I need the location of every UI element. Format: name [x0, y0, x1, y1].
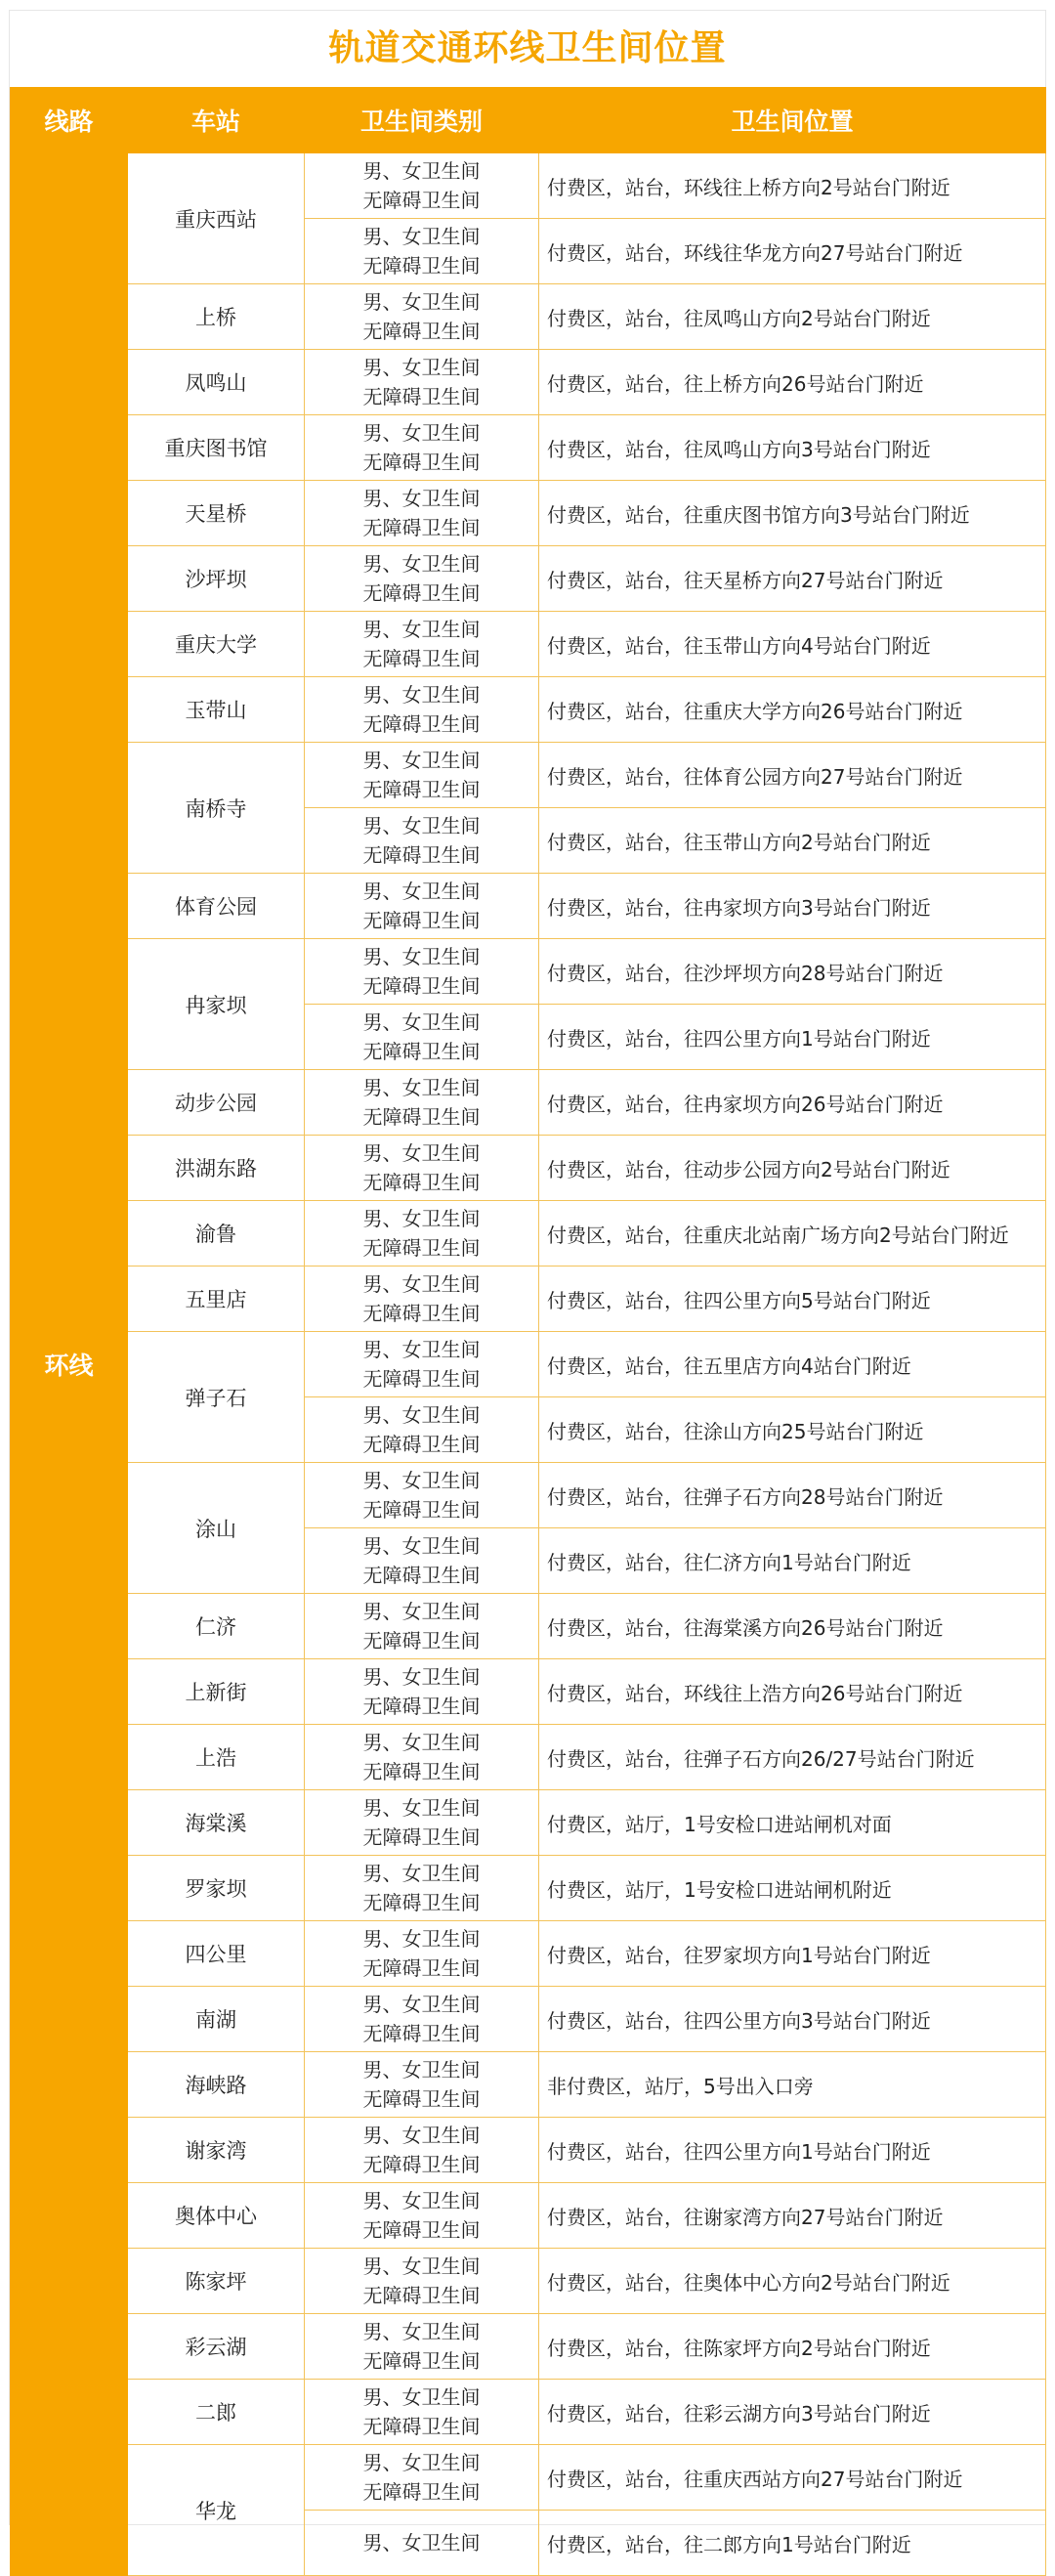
restroom-location: 付费区，站台，往重庆北站南广场方向2号站台门附近	[539, 1201, 1046, 1267]
restroom-type	[305, 350, 539, 415]
restroom-type-label: 男、女卫生间	[362, 225, 481, 248]
restroom-type-label: 无障碍卫生间	[362, 1891, 481, 1914]
station-name: 海棠溪	[128, 1790, 305, 1856]
restroom-type-label: 男、女卫生间	[362, 1731, 481, 1754]
restroom-type-label: 无障碍卫生间	[362, 1956, 481, 1980]
table-row	[11, 2314, 1046, 2380]
station-name: 仁济	[128, 1594, 305, 1659]
station-name: 动步公园	[128, 1070, 305, 1136]
restroom-type	[305, 874, 539, 939]
restroom-location: 付费区，站台，往五里店方向4站台门附近	[539, 1332, 1046, 1397]
restroom-type	[305, 1659, 539, 1725]
page-title: 轨道交通环线卫生间位置	[328, 28, 727, 68]
restroom-location: 付费区，站台，往谢家湾方向27号站台门附近	[539, 2183, 1046, 2249]
restroom-type-label: 男、女卫生间	[362, 880, 481, 903]
table-row	[11, 612, 1046, 677]
table-row	[11, 2118, 1046, 2183]
station-name: 弹子石	[128, 1332, 305, 1463]
station-name: 重庆西站	[128, 153, 305, 284]
restroom-type-label: 男、女卫生间	[362, 1600, 481, 1623]
restroom-type-label: 男、女卫生间	[362, 2385, 481, 2409]
restroom-type-label: 男、女卫生间	[362, 2531, 481, 2555]
restroom-location: 付费区，站台，往重庆图书馆方向3号站台门附近	[539, 481, 1046, 546]
restroom-type	[305, 284, 539, 350]
restroom-type-label: 男、女卫生间	[362, 159, 481, 183]
restroom-location: 付费区，站厅，1号安检口进站闸机附近	[539, 1856, 1046, 1921]
restroom-location: 付费区，站台，环线往上桥方向2号站台门附近	[539, 153, 1046, 219]
restroom-type-label: 无障碍卫生间	[362, 2218, 481, 2242]
table-row	[11, 2249, 1046, 2314]
table-row	[11, 1136, 1046, 1201]
restroom-type	[305, 2183, 539, 2249]
restroom-type-label: 男、女卫生间	[362, 1076, 481, 1099]
station-name: 华龙	[128, 2445, 305, 2576]
restroom-type-label: 无障碍卫生间	[362, 2022, 481, 2045]
restroom-type-label: 无障碍卫生间	[362, 254, 481, 278]
restroom-location: 付费区，站台，往凤鸣山方向2号站台门附近	[539, 284, 1046, 350]
page	[9, 10, 1046, 2556]
restroom-type-label: 无障碍卫生间	[362, 1498, 481, 1522]
restroom-type	[305, 219, 539, 284]
restroom-type	[305, 1397, 539, 1463]
restroom-type-label: 男、女卫生间	[362, 814, 481, 837]
restroom-type-label: 无障碍卫生间	[362, 516, 481, 539]
restroom-type-label: 无障碍卫生间	[362, 1433, 481, 1456]
restroom-type	[305, 1201, 539, 1267]
restroom-type-label: 无障碍卫生间	[362, 581, 481, 605]
restroom-type-label: 男、女卫生间	[362, 1010, 481, 1034]
restroom-type-label: 男、女卫生间	[362, 1796, 481, 1820]
restroom-location: 付费区，站台，往冉家坝方向26号站台门附近	[539, 1070, 1046, 1136]
restroom-type-label: 无障碍卫生间	[362, 2480, 481, 2504]
restroom-type	[305, 1267, 539, 1332]
restroom-type-label: 无障碍卫生间	[362, 974, 481, 998]
restroom-type-label: 男、女卫生间	[362, 2124, 481, 2147]
restroom-type-label: 男、女卫生间	[362, 2058, 481, 2082]
table-row	[11, 1856, 1046, 1921]
restroom-type-label: 无障碍卫生间	[362, 1695, 481, 1718]
restroom-type-label: 无障碍卫生间	[362, 2087, 481, 2111]
restroom-type-label: 无障碍卫生间	[362, 189, 481, 212]
restroom-type-label: 无障碍卫生间	[362, 1367, 481, 1391]
table-row	[11, 1659, 1046, 1725]
restroom-type-label: 男、女卫生间	[362, 749, 481, 772]
station-name: 上浩	[128, 1725, 305, 1790]
station-name: 四公里	[128, 1921, 305, 1987]
station-name: 南桥寺	[128, 743, 305, 874]
header-location: 卫生间位置	[539, 88, 1046, 153]
restroom-type	[305, 2445, 539, 2511]
station-name: 渝鲁	[128, 1201, 305, 1267]
restroom-type-label: 男、女卫生间	[362, 421, 481, 445]
restroom-location: 付费区，站台，往天星桥方向27号站台门附近	[539, 546, 1046, 612]
table-row	[11, 2183, 1046, 2249]
restroom-type-label: 无障碍卫生间	[362, 1825, 481, 1849]
restroom-type	[305, 2052, 539, 2118]
table-row	[11, 1987, 1046, 2052]
restroom-type-label: 无障碍卫生间	[362, 1760, 481, 1783]
restroom-type	[305, 1528, 539, 1594]
restroom-location: 付费区，站台，往仁济方向1号站台门附近	[539, 1528, 1046, 1594]
table-row	[11, 1594, 1046, 1659]
restroom-type	[305, 1856, 539, 1921]
station-name: 体育公园	[128, 874, 305, 939]
restroom-type	[305, 546, 539, 612]
table-row	[11, 2052, 1046, 2118]
station-name: 冉家坝	[128, 939, 305, 1070]
restroom-type-label: 无障碍卫生间	[362, 320, 481, 343]
table-body	[11, 153, 1046, 2576]
restroom-location: 付费区，站台，往重庆大学方向26号站台门附近	[539, 677, 1046, 743]
station-name: 重庆图书馆	[128, 415, 305, 481]
station-name: 奥体中心	[128, 2183, 305, 2249]
restroom-type	[305, 2249, 539, 2314]
header-line: 线路	[11, 88, 128, 153]
restroom-type-label: 无障碍卫生间	[362, 843, 481, 867]
restroom-type-label: 无障碍卫生间	[362, 451, 481, 474]
restroom-location: 付费区，站台，往四公里方向1号站台门附近	[539, 1005, 1046, 1070]
restroom-type-label: 无障碍卫生间	[362, 1040, 481, 1063]
station-name: 重庆大学	[128, 612, 305, 677]
table-row	[11, 1070, 1046, 1136]
restroom-type	[305, 939, 539, 1005]
restroom-type	[305, 743, 539, 808]
restroom-type-label: 男、女卫生间	[362, 2320, 481, 2343]
restroom-type	[305, 1594, 539, 1659]
restroom-location: 付费区，站台，往弹子石方向28号站台门附近	[539, 1463, 1046, 1528]
table-row	[11, 743, 1046, 808]
restroom-type	[305, 2314, 539, 2380]
restroom-type-label: 无障碍卫生间	[362, 1564, 481, 1587]
station-name: 沙坪坝	[128, 546, 305, 612]
restroom-type-label: 男、女卫生间	[362, 1403, 481, 1427]
restroom-location: 付费区，站台，往四公里方向3号站台门附近	[539, 1987, 1046, 2052]
restroom-type-label: 男、女卫生间	[362, 1927, 481, 1951]
restroom-type	[305, 1725, 539, 1790]
table-row	[11, 874, 1046, 939]
restroom-type-label: 男、女卫生间	[362, 1993, 481, 2016]
restroom-location: 付费区，站台，往奥体中心方向2号站台门附近	[539, 2249, 1046, 2314]
restroom-type-label: 无障碍卫生间	[362, 909, 481, 932]
table-row	[11, 153, 1046, 219]
restroom-type-label: 无障碍卫生间	[362, 2153, 481, 2176]
restroom-type	[305, 612, 539, 677]
restroom-table	[10, 87, 1046, 2576]
restroom-type-label: 无障碍卫生间	[362, 2284, 481, 2307]
restroom-type	[305, 1987, 539, 2052]
restroom-location: 付费区，站台，往动步公园方向2号站台门附近	[539, 1136, 1046, 1201]
restroom-type	[305, 2118, 539, 2183]
restroom-type-label: 男、女卫生间	[362, 1665, 481, 1689]
restroom-location: 付费区，站台，往四公里方向1号站台门附近	[539, 2118, 1046, 2183]
station-name: 上桥	[128, 284, 305, 350]
restroom-type-label: 男、女卫生间	[362, 945, 481, 968]
restroom-type	[305, 1332, 539, 1397]
restroom-type	[305, 2511, 539, 2576]
table-row	[11, 2445, 1046, 2511]
station-name: 涂山	[128, 1463, 305, 1594]
restroom-type	[305, 1463, 539, 1528]
restroom-type-label: 无障碍卫生间	[362, 778, 481, 801]
restroom-type	[305, 808, 539, 874]
restroom-type-label: 无障碍卫生间	[362, 1171, 481, 1194]
station-name: 罗家坝	[128, 1856, 305, 1921]
restroom-type-label: 男、女卫生间	[362, 487, 481, 510]
restroom-location: 付费区，站台，往体育公园方向27号站台门附近	[539, 743, 1046, 808]
restroom-type	[305, 153, 539, 219]
restroom-location: 非付费区，站厅，5号出入口旁	[539, 2052, 1046, 2118]
restroom-type-label: 无障碍卫生间	[362, 2349, 481, 2373]
table-row	[11, 546, 1046, 612]
station-name: 五里店	[128, 1267, 305, 1332]
table-row	[11, 350, 1046, 415]
restroom-type-label: 男、女卫生间	[362, 1338, 481, 1361]
restroom-location: 付费区，站台，往海棠溪方向26号站台门附近	[539, 1594, 1046, 1659]
restroom-type	[305, 1005, 539, 1070]
restroom-type-label: 男、女卫生间	[362, 1534, 481, 1558]
table-row	[11, 2380, 1046, 2445]
restroom-type-label: 男、女卫生间	[362, 1469, 481, 1492]
restroom-location: 付费区，站台，往沙坪坝方向28号站台门附近	[539, 939, 1046, 1005]
station-name: 洪湖东路	[128, 1136, 305, 1201]
restroom-type	[305, 1136, 539, 1201]
station-name: 凤鸣山	[128, 350, 305, 415]
station-name: 彩云湖	[128, 2314, 305, 2380]
restroom-type-label: 男、女卫生间	[362, 2451, 481, 2474]
table-row	[11, 1332, 1046, 1397]
restroom-type-label: 男、女卫生间	[362, 683, 481, 707]
station-name: 谢家湾	[128, 2118, 305, 2183]
station-name: 二郎	[128, 2380, 305, 2445]
line-name: 环线	[11, 153, 128, 2576]
restroom-type-label: 无障碍卫生间	[362, 2415, 481, 2438]
restroom-type-label: 男、女卫生间	[362, 552, 481, 576]
table-header-row	[11, 88, 1046, 153]
restroom-type	[305, 677, 539, 743]
table-row	[11, 481, 1046, 546]
restroom-type	[305, 1921, 539, 1987]
restroom-type-label: 无障碍卫生间	[362, 1105, 481, 1129]
restroom-location: 付费区，站台，往凤鸣山方向3号站台门附近	[539, 415, 1046, 481]
table-row	[11, 1201, 1046, 1267]
restroom-location: 付费区，站台，往弹子石方向26/27号站台门附近	[539, 1725, 1046, 1790]
restroom-location: 付费区，站台，往彩云湖方向3号站台门附近	[539, 2380, 1046, 2445]
station-name: 天星桥	[128, 481, 305, 546]
restroom-location: 付费区，站台，往四公里方向5号站台门附近	[539, 1267, 1046, 1332]
restroom-location: 付费区，站台，往冉家坝方向3号站台门附近	[539, 874, 1046, 939]
restroom-type	[305, 1790, 539, 1856]
restroom-type	[305, 415, 539, 481]
restroom-location: 付费区，站台，往陈家坪方向2号站台门附近	[539, 2314, 1046, 2380]
restroom-type	[305, 481, 539, 546]
table-row	[11, 415, 1046, 481]
restroom-location: 付费区，站台，往上桥方向26号站台门附近	[539, 350, 1046, 415]
table-row	[11, 1463, 1046, 1528]
restroom-type-label: 无障碍卫生间	[362, 1629, 481, 1653]
restroom-type-label: 男、女卫生间	[362, 2189, 481, 2212]
table-row	[11, 1921, 1046, 1987]
table-row	[11, 1790, 1046, 1856]
restroom-type-label: 男、女卫生间	[362, 290, 481, 314]
restroom-type-label: 无障碍卫生间	[362, 712, 481, 736]
restroom-location: 付费区，站台，往玉带山方向2号站台门附近	[539, 808, 1046, 874]
restroom-type-label: 男、女卫生间	[362, 1862, 481, 1885]
table-row	[11, 677, 1046, 743]
restroom-type-label: 男、女卫生间	[362, 1272, 481, 1296]
restroom-type-label: 男、女卫生间	[362, 1141, 481, 1165]
header-station: 车站	[128, 88, 305, 153]
restroom-type-label: 男、女卫生间	[362, 356, 481, 379]
table-row	[11, 284, 1046, 350]
restroom-type-label: 男、女卫生间	[362, 618, 481, 641]
station-name: 玉带山	[128, 677, 305, 743]
restroom-location: 付费区，站台，往二郎方向1号站台门附近	[539, 2511, 1046, 2576]
restroom-location: 付费区，站台，往重庆西站方向27号站台门附近	[539, 2445, 1046, 2511]
restroom-location: 付费区，站台，环线往上浩方向26号站台门附近	[539, 1659, 1046, 1725]
restroom-type-label: 男、女卫生间	[362, 2254, 481, 2278]
station-name: 上新街	[128, 1659, 305, 1725]
restroom-type	[305, 1070, 539, 1136]
restroom-location: 付费区，站厅，1号安检口进站闸机对面	[539, 1790, 1046, 1856]
station-name: 海峡路	[128, 2052, 305, 2118]
station-name: 南湖	[128, 1987, 305, 2052]
restroom-location: 付费区，站台，往罗家坝方向1号站台门附近	[539, 1921, 1046, 1987]
restroom-type-label: 无障碍卫生间	[362, 647, 481, 670]
restroom-type-label: 男、女卫生间	[362, 1207, 481, 1230]
restroom-type-label: 无障碍卫生间	[362, 385, 481, 408]
restroom-location: 付费区，站台，往涂山方向25号站台门附近	[539, 1397, 1046, 1463]
header-type: 卫生间类别	[305, 88, 539, 153]
restroom-location: 付费区，站台，往玉带山方向4号站台门附近	[539, 612, 1046, 677]
table-row	[11, 939, 1046, 1005]
table-row	[11, 1725, 1046, 1790]
restroom-type-label: 无障碍卫生间	[362, 1236, 481, 1260]
restroom-type-label: 无障碍卫生间	[362, 1302, 481, 1325]
restroom-type	[305, 2380, 539, 2445]
table-row	[11, 1267, 1046, 1332]
station-name: 陈家坪	[128, 2249, 305, 2314]
restroom-location: 付费区，站台，环线往华龙方向27号站台门附近	[539, 219, 1046, 284]
